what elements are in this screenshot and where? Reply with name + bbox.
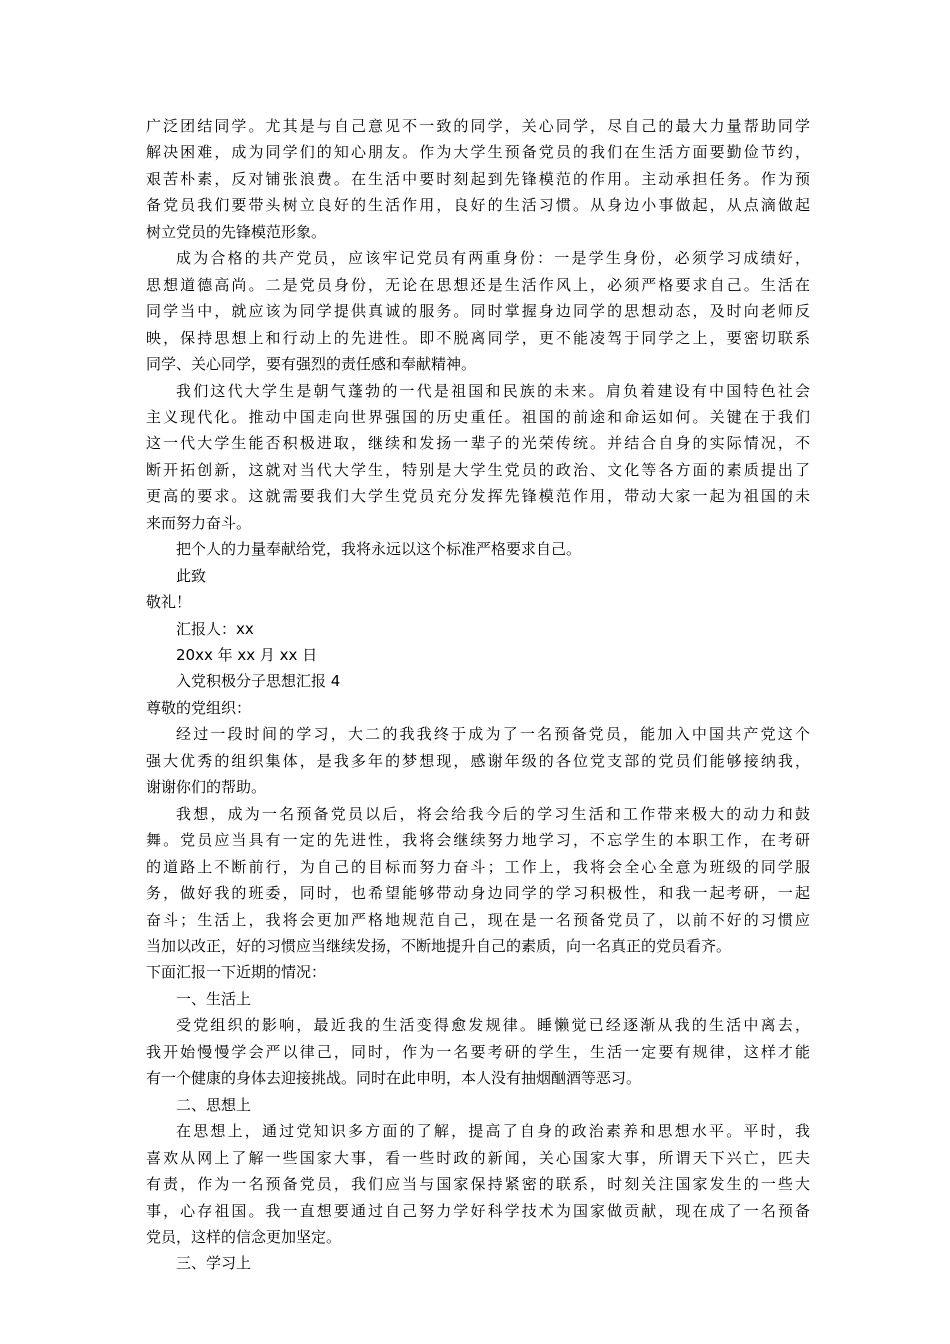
text-line: 舞。党员应当具有一定的先进性，我将会继续努力地学习，不忘学生的本职工作，在考研 [146, 831, 810, 850]
text-line: 党员，这样的信念更加坚定。 [146, 1227, 342, 1246]
text-line: 入党积极分子思想汇报 4 [176, 672, 341, 691]
text-line: 一、生活上 [176, 989, 252, 1008]
text-line: 同学、关心同学，要有强烈的责任感和奉献精神。 [146, 355, 477, 373]
text-line: 敬礼！ [146, 593, 192, 612]
text-line: 此致 [176, 566, 207, 585]
text-line: 下面汇报一下近期的情况： [146, 963, 327, 982]
text-line: 树立党员的先锋模范形象。 [146, 222, 327, 241]
text-line: 断开拓创新，这就对当代大学生，特别是大学生党员的政治、文化等各方面的素质提出了 [146, 460, 810, 479]
text-line: 思想道德高尚。二是党员身份，无论在思想还是生活作风上，必须严格要求自己。生活在 [146, 275, 810, 294]
text-line: 解决困难，成为同学们的知心朋友。作为大学生预备党员的我们在生活方面要勤俭节约， [146, 143, 810, 162]
text-line: 映，保持思想上和行动上的先进性。即不脱离同学，更不能凌驾于同学之上，要密切联系 [146, 328, 810, 347]
text-line: 更高的要求。这就需要我们大学生党员充分发挥先锋模范作用，带动大家一起为祖国的未 [146, 487, 810, 506]
text-line: 当加以改正，好的习惯应当继续发扬，不断地提升自己的素质，向一名真正的党员看齐。 [146, 936, 732, 955]
text-line: 事，心存祖国。我一直想要通过自己努力学好科学技术为国家做贡献，现在成了一名预备 [146, 1201, 810, 1220]
text-line: 汇报人：xx [176, 619, 254, 638]
text-line: 我想，成为一名预备党员以后，将会给我今后的学习生活和工作带来极大的动力和鼓 [176, 804, 810, 823]
text-line: 谢谢你们的帮助。 [146, 778, 267, 797]
text-line: 广泛团结同学。尤其是与自己意见不一致的同学，关心同学，尽自己的最大力量帮助同学 [146, 117, 810, 135]
text-line: 20xx 年 xx 月 xx 日 [176, 646, 318, 664]
text-line: 我开始慢慢学会严以律己，同时，作为一名要考研的学生，生活一定要有规律，这样才能 [146, 1042, 810, 1061]
text-line: 的道路上不断前行，为自己的目标而努力奋斗；工作上，我将会全心全意为班级的同学服 [146, 857, 810, 876]
text-line: 有一个健康的身体去迎接挑战。同时在此申明，本人没有抽烟酗酒等恶习。 [146, 1069, 642, 1088]
text-line: 这一代大学生能否积极进取，继续和发扬一辈子的光荣传统。并结合自身的实际情况，不 [146, 434, 810, 453]
text-line: 我们这代大学生是朝气蓬勃的一代是祖国和民族的未来。肩负着建设有中国特色社会 [176, 381, 810, 400]
text-line: 经过一段时间的学习，大二的我我终于成为了一名预备党员，能加入中国共产党这个 [176, 725, 810, 744]
text-line: 来而努力奋斗。 [146, 513, 252, 532]
text-line: 在思想上，通过党知识多方面的了解，提高了自身的政治素养和思想水平。平时，我 [176, 1122, 810, 1141]
text-line: 成为合格的共产党员，应该牢记党员有两重身份：一是学生身份，必须学习成绩好， [176, 249, 810, 268]
text-line: 有责，作为一名预备党员，我们应当与国家保持紧密的联系，时刻关注国家发生的一些大 [146, 1175, 810, 1193]
text-line: 强大优秀的组织集体，是我多年的梦想现，感谢年级的各位党支部的党员们能够接纳我， [146, 751, 810, 770]
text-line: 把个人的力量奉献给党，我将永远以这个标准严格要求自己。 [176, 540, 582, 559]
text-line: 务，做好我的班委，同时，也希望能够带动身边同学的学习积极性，和我一起考研，一起 [146, 884, 810, 902]
text-line: 受党组织的影响，最近我的生活变得愈发规律。睡懒觉已经逐渐从我的生活中离去， [176, 1016, 810, 1035]
text-line: 三、学习上 [176, 1254, 252, 1273]
text-line: 喜欢从网上了解一些国家大事，看一些时政的新闻，关心国家大事，所谓天下兴亡，匹夫 [146, 1148, 810, 1167]
text-line: 备党员我们要带头树立良好的生活作用，良好的生活习惯。从身边小事做起，从点滴做起 [146, 196, 810, 215]
text-line: 艰苦朴素，反对铺张浪费。在生活中要时刻起到先锋模范的作用。主动承担任务。作为预 [146, 169, 810, 188]
text-line: 尊敬的党组织： [146, 698, 252, 717]
text-line: 同学当中，就应该为同学提供真诚的服务。同时掌握身边同学的思想动态，及时向老师反 [146, 302, 810, 321]
text-line: 主义现代化。推动中国走向世界强国的历史重任。祖国的前途和命运如何。关键在于我们 [146, 407, 810, 426]
text-line: 奋斗；生活上，我将会更加严格地规范自己，现在是一名预备党员了，以前不好的习惯应 [146, 910, 810, 929]
text-line: 二、思想上 [176, 1095, 252, 1114]
